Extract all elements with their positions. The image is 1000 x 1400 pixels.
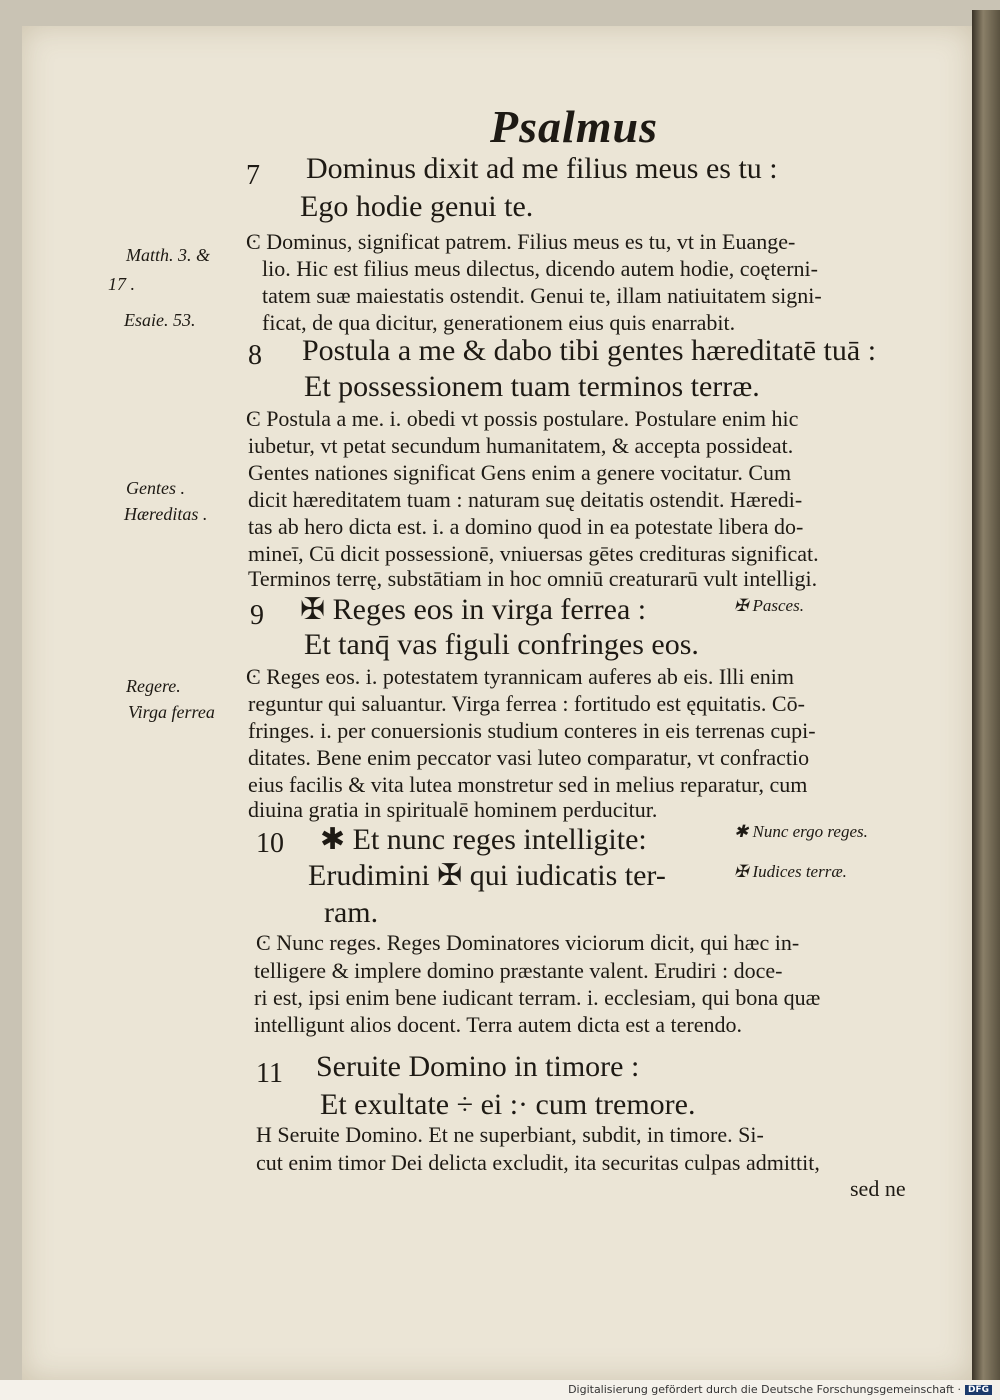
commentary-line: Gentes nationes significat Gens enim a genere vocitatur. Cum: [248, 460, 792, 485]
commentary-line: diuina gratia in spiritualē hominem perducitur.: [248, 797, 658, 822]
commentary-line: iubetur, vt petat secundum humanitatem, & accepta possideat.: [248, 433, 794, 458]
digitization-credit: [568, 1383, 992, 1396]
commentary-line: reguntur qui saluantur. Virga ferrea : fortitudo est ęquitatis. Cō-: [248, 691, 805, 716]
verse-line: Dominus dixit ad me filius meus es tu :: [306, 152, 778, 185]
verse-number: 9: [250, 600, 264, 631]
pilcrow-mark: Ͼ: [246, 229, 261, 254]
commentary-line: ditates. Bene enim peccator vasi luteo comparatur, vt confractio: [248, 745, 810, 770]
commentary-text: Nunc reges. Reges Dominatores viciorum dicit, qui hæc in-: [276, 930, 800, 955]
commentary-line: tatem suæ maiestatis ostendit. Genui te, illam natiuitatem signi-: [262, 283, 822, 308]
plus-mark: ✠: [300, 593, 326, 626]
commentary-line: [246, 664, 794, 690]
commentary-line: fringes. i. per conuersionis studium conteres in eis terrenas cupi-: [248, 718, 816, 743]
commentary-line: [256, 1122, 764, 1148]
commentary-line: intelligunt alios docent. Terra autem dicta est a terendo.: [254, 1012, 742, 1037]
credit-text: Digitalisierung gefördert durch die Deutsche Forschungsgemeinschaft ·: [568, 1383, 961, 1396]
dfg-logo: DFG: [965, 1385, 992, 1395]
margin-note: Esaie. 53.: [124, 310, 196, 330]
commentary-text: Seruite Domino. Et ne superbiant, subdit, in timore. Si-: [277, 1122, 764, 1147]
commentary-line: tas ab hero dicta est. i. a domino quod in ea potestate libera do-: [248, 514, 804, 539]
pilcrow-mark: Ͼ: [246, 664, 261, 689]
commentary-line: mineī, Cū dicit possessionē, vniuersas gētes credituras significat.: [248, 541, 819, 566]
pilcrow-mark: Ͼ: [246, 406, 261, 431]
verse-line: Et exultate ÷ ei :· cum tremore.: [320, 1088, 696, 1121]
commentary-line: ficat, de qua dicitur, generationem eius quis enarrabit.: [262, 310, 736, 335]
verse-line: Erudimini ✠ qui iudicatis ter-: [308, 859, 666, 892]
commentary-line: eius facilis & vita lutea monstretur sed in melius reparatur, cum: [248, 772, 808, 797]
verse-line: [300, 592, 646, 627]
verse-line: Et possessionem tuam terminos terræ.: [304, 370, 760, 403]
verse-line: Ego hodie genui te.: [300, 190, 534, 223]
commentary-text: Dominus, significat patrem. Filius meus es tu, vt in Euange-: [266, 229, 796, 254]
verse-number: 11: [256, 1058, 283, 1089]
commentary-line: telligere & implere domino præstante valent. Erudiri : doce-: [254, 958, 783, 983]
margin-note: [734, 822, 868, 842]
verse-line: [320, 822, 647, 857]
verse-text: Reges eos in virga ferrea :: [332, 593, 647, 626]
commentary-line: [256, 930, 799, 956]
margin-note: Hæreditas .: [124, 504, 208, 524]
verse-number: 10: [256, 828, 284, 859]
margin-note: Gentes .: [126, 478, 185, 498]
margin-note: Regere.: [126, 676, 181, 696]
verse-number: 7: [246, 160, 260, 191]
commentary-line: ri est, ipsi enim bene iudicant terram. i. ecclesiam, qui bona quæ: [254, 985, 821, 1010]
commentary-text: Reges eos. i. potestatem tyrannicam auferes ab eis. Illi enim: [266, 664, 795, 689]
commentary-line: cut enim timor Dei delicta excludit, ita securitas culpas admittit,: [256, 1150, 820, 1175]
asterisk-mark: ✱: [320, 823, 346, 856]
verse-line: Postula a me & dabo tibi gentes hæreditatē tuā :: [302, 334, 877, 367]
margin-note: 17 .: [108, 274, 135, 294]
margin-note-text: Nunc ergo reges.: [752, 822, 868, 841]
verse-line: Et tanq̄ vas figuli confringes eos.: [304, 628, 699, 661]
margin-note: Matth. 3. &: [126, 245, 210, 265]
running-head: Psalmus: [490, 101, 659, 152]
asterisk-mark: ✱: [734, 822, 749, 841]
margin-note: ✠ Pasces.: [734, 596, 804, 615]
margin-note: ✠ Iudices terræ.: [734, 862, 847, 881]
commentary-text: Postula a me. i. obedi vt possis postulare. Postulare enim hic: [266, 406, 799, 431]
verse-number: 8: [248, 340, 262, 371]
verse-line: ram.: [324, 896, 379, 929]
commentary-line: lio. Hic est filius meus dilectus, dicendo autem hodie, coęterni-: [262, 256, 818, 281]
commentary-line: [246, 229, 795, 255]
verse-text: Et nunc reges intelligite:: [352, 823, 647, 856]
verse-line: Seruite Domino in timore :: [316, 1050, 640, 1083]
h-mark: H: [256, 1122, 272, 1147]
binding-edge: [972, 10, 1000, 1390]
commentary-line: dicit hæreditatem tuam : naturam suę deitatis ostendit. Hæredi-: [248, 487, 803, 512]
pilcrow-mark: Ͼ: [256, 930, 271, 955]
margin-note: Virga ferrea: [128, 702, 215, 722]
commentary-line: [246, 406, 798, 432]
commentary-line: Terminos terrę, substātiam in hoc omniū creaturarū vult intelligi.: [248, 566, 818, 591]
catchword: sed ne: [850, 1176, 906, 1201]
